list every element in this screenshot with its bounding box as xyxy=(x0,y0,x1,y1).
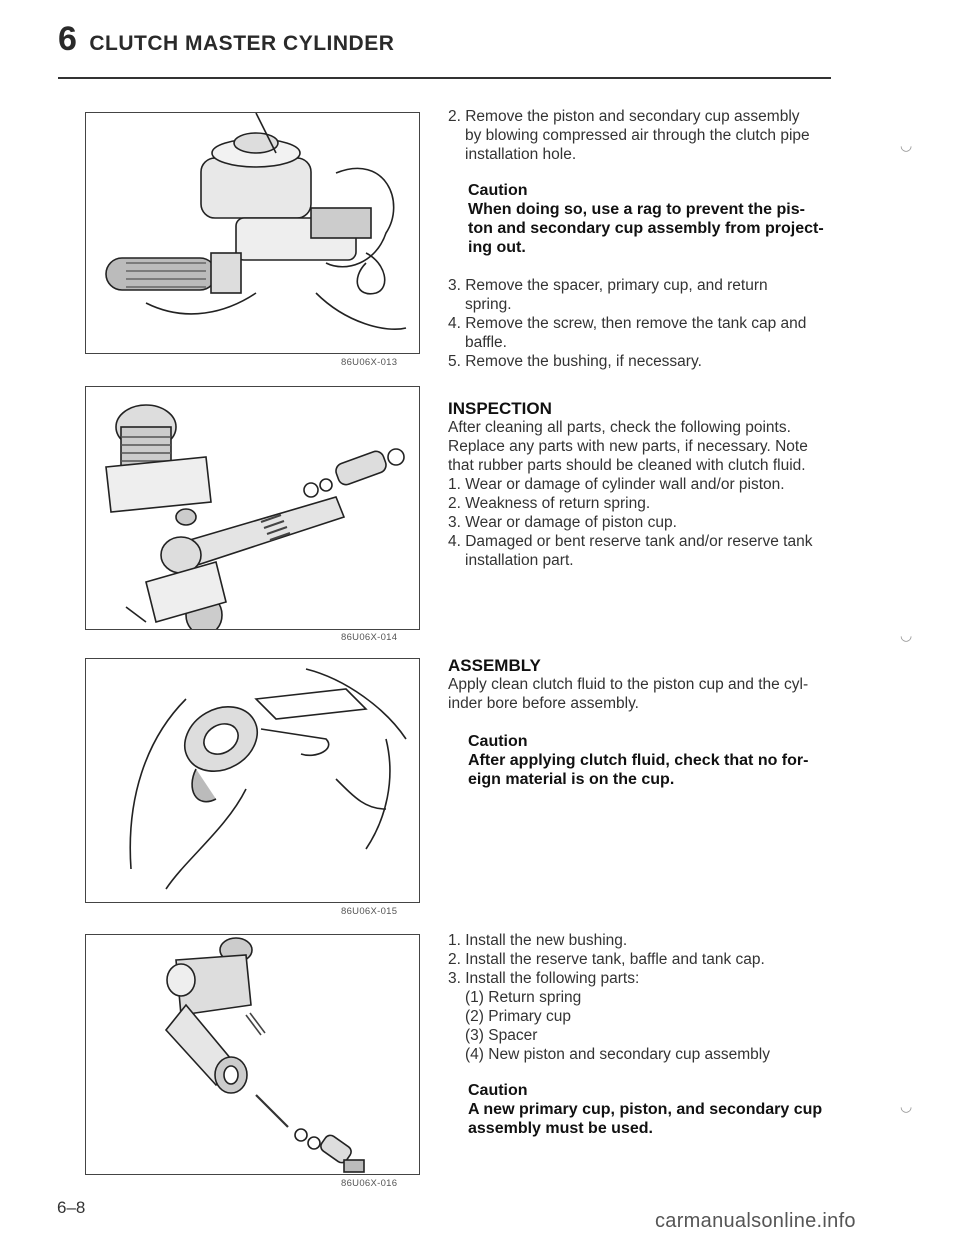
removal-step-4: 4. Remove the screw, then remove the tank cap and xyxy=(448,315,807,332)
caution-text: eign material is on the cup. xyxy=(468,771,675,788)
caution-block-1 xyxy=(448,181,838,257)
install-step: 3. Install the following parts: xyxy=(448,970,640,987)
section-number: 6 xyxy=(58,20,77,58)
install-part: (2) Primary cup xyxy=(465,1008,571,1025)
figure-assembly-parts xyxy=(85,934,420,1175)
figure-id: 86U06X-016 xyxy=(341,1178,398,1189)
removal-steps-3-5 xyxy=(448,276,838,371)
inspection-heading: INSPECTION xyxy=(448,399,552,418)
figure-id: 86U06X-014 xyxy=(341,632,398,643)
removal-step-2-cont: by blowing compressed air through the clutch pipe xyxy=(465,127,810,144)
caution-label: Caution xyxy=(468,182,528,199)
figure-id: 86U06X-015 xyxy=(341,906,398,917)
removal-step-2-cont: installation hole. xyxy=(465,146,577,163)
assembly-intro: Apply clean clutch fluid to the piston cup and the cyl- xyxy=(448,676,809,693)
caution-label: Caution xyxy=(468,733,528,750)
scan-mark-icon: ◡ xyxy=(900,137,913,153)
assembly-section xyxy=(448,656,838,713)
inspection-intro: Replace any parts with new parts, if necessary. Note xyxy=(448,438,808,455)
assembly-intro: inder bore before assembly. xyxy=(448,695,639,712)
removal-step-3-cont: spring. xyxy=(465,296,512,313)
inspection-item: 3. Wear or damage of piston cup. xyxy=(448,514,677,531)
removal-step-3: 3. Remove the spacer, primary cup, and return xyxy=(448,277,768,294)
figure-exploded-view xyxy=(85,386,420,630)
scan-mark-icon: ◡ xyxy=(900,1098,913,1114)
install-part: (1) Return spring xyxy=(465,989,582,1006)
inspection-item: 2. Weakness of return spring. xyxy=(448,495,651,512)
header-rule xyxy=(58,77,831,79)
caution-block-3 xyxy=(448,1081,838,1138)
figure-id: 86U06X-013 xyxy=(341,357,398,368)
caution-text: A new primary cup, piston, and secondary cup xyxy=(468,1101,823,1118)
caution-text: ton and secondary cup assembly from project- xyxy=(468,220,824,237)
inspection-item: 1. Wear or damage of cylinder wall and/or piston. xyxy=(448,476,785,493)
inspection-intro: After cleaning all parts, check the following points. xyxy=(448,419,791,436)
install-part: (3) Spacer xyxy=(465,1027,538,1044)
scan-mark-icon: ◡ xyxy=(900,627,913,643)
caution-label: Caution xyxy=(468,1082,528,1099)
caution-text: assembly must be used. xyxy=(468,1120,653,1137)
caution-block-2 xyxy=(448,732,838,789)
inspection-item-cont: installation part. xyxy=(465,552,574,569)
caution-text: When doing so, use a rag to prevent the pis- xyxy=(468,201,805,218)
inspection-intro: that rubber parts should be cleaned with clutch fluid. xyxy=(448,457,806,474)
install-step: 2. Install the reserve tank, baffle and tank cap. xyxy=(448,951,765,968)
figure-cup-inspection xyxy=(85,658,420,903)
page-number: 6–8 xyxy=(57,1198,86,1217)
removal-step-2: 2. Remove the piston and secondary cup assembly xyxy=(448,108,800,125)
install-steps xyxy=(448,931,838,1064)
page-header xyxy=(58,20,830,59)
watermark: carmanualsonline.info xyxy=(655,1210,856,1232)
removal-step-4-cont: baffle. xyxy=(465,334,507,351)
inspection-item: 4. Damaged or bent reserve tank and/or reserve tank xyxy=(448,533,813,550)
figure-blowing-air xyxy=(85,112,420,354)
install-step: 1. Install the new bushing. xyxy=(448,932,628,949)
removal-step-5: 5. Remove the bushing, if necessary. xyxy=(448,353,702,370)
install-part: (4) New piston and secondary cup assembly xyxy=(465,1046,770,1063)
removal-steps xyxy=(448,107,838,164)
page-title: CLUTCH MASTER CYLINDER xyxy=(89,32,395,55)
assembly-heading: ASSEMBLY xyxy=(448,656,541,675)
caution-text: ing out. xyxy=(468,239,526,256)
inspection-section xyxy=(448,399,838,570)
caution-text: After applying clutch fluid, check that no for- xyxy=(468,752,809,769)
